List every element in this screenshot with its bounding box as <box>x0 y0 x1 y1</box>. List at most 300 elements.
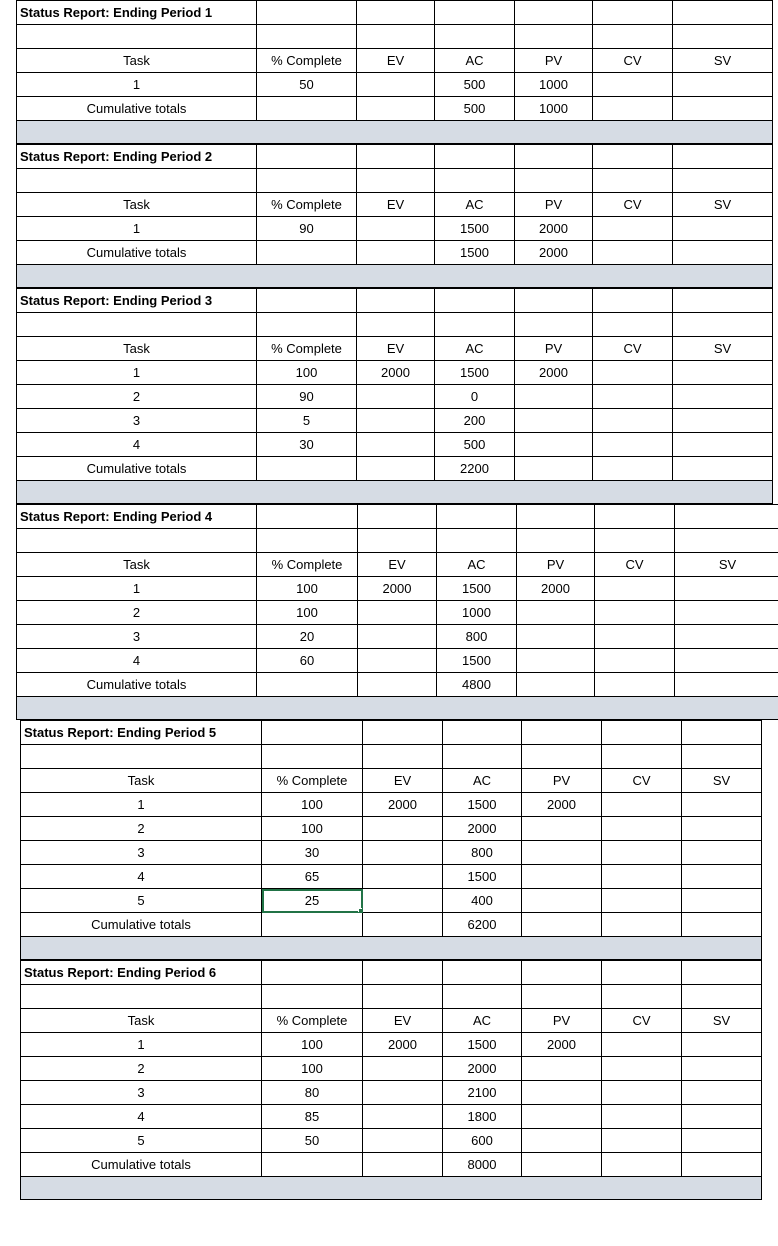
totals-label[interactable]: Cumulative totals <box>21 1153 262 1177</box>
table-cell[interactable]: 1 <box>21 793 262 817</box>
empty-cell[interactable] <box>443 745 522 769</box>
table-cell[interactable] <box>363 1081 443 1105</box>
table-cell[interactable]: 400 <box>443 889 522 913</box>
table-cell[interactable] <box>515 409 593 433</box>
empty-cell[interactable] <box>358 505 437 529</box>
table-cell[interactable] <box>602 841 682 865</box>
column-header-ac[interactable]: AC <box>437 553 517 577</box>
total-pv[interactable]: 2000 <box>515 241 593 265</box>
empty-cell[interactable] <box>595 673 675 697</box>
empty-cell[interactable] <box>257 97 357 121</box>
column-header-ev[interactable]: EV <box>357 337 435 361</box>
table-cell[interactable]: 20 <box>257 625 358 649</box>
column-header-pv[interactable]: PV <box>517 553 595 577</box>
table-cell[interactable]: 100 <box>262 817 363 841</box>
total-pv[interactable]: 1000 <box>515 97 593 121</box>
column-header-ac[interactable]: AC <box>435 193 515 217</box>
table-cell[interactable]: 1800 <box>443 1105 522 1129</box>
empty-cell[interactable] <box>435 169 515 193</box>
table-cell[interactable] <box>682 793 762 817</box>
table-cell[interactable] <box>515 433 593 457</box>
table-cell[interactable]: 100 <box>257 361 357 385</box>
column-header-task[interactable]: Task <box>17 49 257 73</box>
empty-cell[interactable] <box>602 745 682 769</box>
empty-cell[interactable] <box>357 457 435 481</box>
table-cell[interactable]: 1500 <box>435 217 515 241</box>
empty-cell[interactable] <box>522 745 602 769</box>
empty-cell[interactable] <box>363 961 443 985</box>
empty-cell[interactable] <box>515 313 593 337</box>
table-cell[interactable]: 2100 <box>443 1081 522 1105</box>
column-header-cv[interactable]: CV <box>602 1009 682 1033</box>
column-header-task[interactable]: Task <box>21 1009 262 1033</box>
table-cell[interactable] <box>595 601 675 625</box>
table-cell[interactable] <box>675 649 778 673</box>
empty-cell[interactable] <box>675 673 778 697</box>
table-cell[interactable] <box>363 865 443 889</box>
table-cell[interactable] <box>593 361 673 385</box>
empty-cell[interactable] <box>435 145 515 169</box>
totals-label[interactable]: Cumulative totals <box>21 913 262 937</box>
empty-cell[interactable] <box>357 25 435 49</box>
column-header-task[interactable]: Task <box>17 337 257 361</box>
table-cell[interactable] <box>682 1105 762 1129</box>
empty-cell[interactable] <box>593 457 673 481</box>
table-cell[interactable]: 2000 <box>357 361 435 385</box>
empty-cell[interactable] <box>21 985 262 1009</box>
empty-cell[interactable] <box>602 721 682 745</box>
column-header-ev[interactable]: EV <box>357 49 435 73</box>
table-cell[interactable] <box>363 889 443 913</box>
table-cell[interactable] <box>682 889 762 913</box>
empty-cell[interactable] <box>257 505 358 529</box>
table-cell[interactable]: 0 <box>435 385 515 409</box>
empty-cell[interactable] <box>593 97 673 121</box>
column-header-ev[interactable]: EV <box>363 769 443 793</box>
empty-cell[interactable] <box>593 289 673 313</box>
table-cell[interactable] <box>593 217 673 241</box>
table-cell[interactable]: 1500 <box>443 865 522 889</box>
table-cell[interactable] <box>602 865 682 889</box>
column-header-cv[interactable]: CV <box>593 337 673 361</box>
table-cell[interactable]: 50 <box>257 73 357 97</box>
table-cell[interactable] <box>522 1129 602 1153</box>
empty-cell[interactable] <box>675 529 778 553</box>
column-header-task[interactable]: Task <box>21 769 262 793</box>
totals-label[interactable]: Cumulative totals <box>17 457 257 481</box>
table-cell[interactable]: 1500 <box>437 577 517 601</box>
table-cell[interactable]: 4 <box>17 433 257 457</box>
table-cell[interactable]: 2 <box>17 601 257 625</box>
table-cell[interactable] <box>358 625 437 649</box>
empty-cell[interactable] <box>682 1153 762 1177</box>
empty-cell[interactable] <box>522 985 602 1009</box>
table-cell[interactable] <box>522 1105 602 1129</box>
table-cell[interactable]: 1 <box>17 577 257 601</box>
table-cell[interactable]: 2000 <box>515 217 593 241</box>
report-title[interactable]: Status Report: Ending Period 4 <box>17 505 257 529</box>
empty-cell[interactable] <box>673 25 773 49</box>
empty-cell[interactable] <box>357 313 435 337</box>
empty-cell[interactable] <box>517 529 595 553</box>
table-cell[interactable] <box>673 385 773 409</box>
table-cell[interactable] <box>682 1057 762 1081</box>
column-header-task[interactable]: Task <box>17 553 257 577</box>
table-cell[interactable] <box>517 649 595 673</box>
empty-cell[interactable] <box>437 529 517 553</box>
empty-cell[interactable] <box>257 529 358 553</box>
table-cell[interactable]: 1000 <box>515 73 593 97</box>
empty-cell[interactable] <box>358 673 437 697</box>
empty-cell[interactable] <box>262 913 363 937</box>
table-cell[interactable]: 2000 <box>522 793 602 817</box>
column-header-sv[interactable]: SV <box>682 1009 762 1033</box>
empty-cell[interactable] <box>593 145 673 169</box>
table-cell[interactable]: 100 <box>257 577 358 601</box>
table-cell[interactable]: 30 <box>257 433 357 457</box>
column-header-cv[interactable]: CV <box>593 193 673 217</box>
column-header-cv[interactable]: CV <box>595 553 675 577</box>
table-cell[interactable] <box>673 217 773 241</box>
report-title[interactable]: Status Report: Ending Period 2 <box>17 145 257 169</box>
empty-cell[interactable] <box>602 913 682 937</box>
total-pv[interactable] <box>515 457 593 481</box>
table-cell[interactable] <box>363 841 443 865</box>
empty-cell[interactable] <box>262 745 363 769</box>
table-cell[interactable] <box>602 1033 682 1057</box>
empty-cell[interactable] <box>17 25 257 49</box>
empty-cell[interactable] <box>435 289 515 313</box>
table-cell[interactable]: 500 <box>435 433 515 457</box>
empty-cell[interactable] <box>257 145 357 169</box>
table-cell[interactable] <box>595 625 675 649</box>
empty-cell[interactable] <box>675 505 778 529</box>
table-cell[interactable] <box>602 793 682 817</box>
empty-cell[interactable] <box>673 289 773 313</box>
empty-cell[interactable] <box>435 25 515 49</box>
table-cell[interactable]: 2000 <box>363 1033 443 1057</box>
table-cell[interactable]: 60 <box>257 649 358 673</box>
table-cell[interactable] <box>595 649 675 673</box>
empty-cell[interactable] <box>673 97 773 121</box>
empty-cell[interactable] <box>515 169 593 193</box>
table-cell[interactable] <box>517 625 595 649</box>
table-cell[interactable] <box>682 1081 762 1105</box>
empty-cell[interactable] <box>435 313 515 337</box>
column-header-pv[interactable]: PV <box>522 1009 602 1033</box>
empty-cell[interactable] <box>602 985 682 1009</box>
column-header-ev[interactable]: EV <box>358 553 437 577</box>
table-cell[interactable]: 200 <box>435 409 515 433</box>
table-cell[interactable]: 4 <box>17 649 257 673</box>
empty-cell[interactable] <box>673 313 773 337</box>
table-cell[interactable]: 2000 <box>522 1033 602 1057</box>
table-cell[interactable]: 1000 <box>437 601 517 625</box>
table-cell[interactable] <box>363 1057 443 1081</box>
table-cell[interactable]: 3 <box>21 841 262 865</box>
table-cell[interactable]: 90 <box>257 217 357 241</box>
empty-cell[interactable] <box>517 505 595 529</box>
table-cell[interactable]: 2 <box>21 1057 262 1081</box>
table-cell[interactable]: 500 <box>435 73 515 97</box>
empty-cell[interactable] <box>262 985 363 1009</box>
table-cell[interactable]: 1500 <box>443 793 522 817</box>
total-pv[interactable] <box>517 673 595 697</box>
table-cell[interactable]: 3 <box>17 409 257 433</box>
table-cell[interactable] <box>363 1129 443 1153</box>
table-cell[interactable] <box>602 1057 682 1081</box>
column-header-sv[interactable]: SV <box>673 193 773 217</box>
table-cell[interactable] <box>602 817 682 841</box>
column-header-complete[interactable]: % Complete <box>257 337 357 361</box>
table-cell[interactable] <box>682 817 762 841</box>
column-header-ac[interactable]: AC <box>435 49 515 73</box>
empty-cell[interactable] <box>363 913 443 937</box>
empty-cell[interactable] <box>21 745 262 769</box>
column-header-ev[interactable]: EV <box>363 1009 443 1033</box>
total-ac[interactable]: 500 <box>435 97 515 121</box>
empty-cell[interactable] <box>673 457 773 481</box>
table-cell[interactable] <box>682 1033 762 1057</box>
table-cell[interactable] <box>675 625 778 649</box>
column-header-pv[interactable]: PV <box>515 337 593 361</box>
table-cell[interactable] <box>363 817 443 841</box>
empty-cell[interactable] <box>515 289 593 313</box>
fill-handle[interactable] <box>358 908 363 913</box>
table-cell[interactable]: 600 <box>443 1129 522 1153</box>
report-title[interactable]: Status Report: Ending Period 6 <box>21 961 262 985</box>
column-header-task[interactable]: Task <box>17 193 257 217</box>
empty-cell[interactable] <box>257 25 357 49</box>
empty-cell[interactable] <box>257 169 357 193</box>
column-header-complete[interactable]: % Complete <box>257 49 357 73</box>
column-header-pv[interactable]: PV <box>522 769 602 793</box>
empty-cell[interactable] <box>595 529 675 553</box>
table-cell[interactable] <box>593 73 673 97</box>
table-cell[interactable]: 1 <box>17 217 257 241</box>
table-cell[interactable]: 2000 <box>517 577 595 601</box>
table-cell[interactable] <box>595 577 675 601</box>
table-cell[interactable]: 90 <box>257 385 357 409</box>
column-header-sv[interactable]: SV <box>673 337 773 361</box>
table-cell[interactable]: 5 <box>257 409 357 433</box>
table-cell[interactable] <box>522 1057 602 1081</box>
table-cell[interactable]: 2000 <box>443 817 522 841</box>
table-cell[interactable]: 4 <box>21 865 262 889</box>
report-title[interactable]: Status Report: Ending Period 1 <box>17 1 257 25</box>
table-cell[interactable]: 800 <box>443 841 522 865</box>
empty-cell[interactable] <box>17 313 257 337</box>
table-cell[interactable]: 3 <box>21 1081 262 1105</box>
empty-cell[interactable] <box>363 721 443 745</box>
column-header-complete[interactable]: % Complete <box>257 193 357 217</box>
empty-cell[interactable] <box>257 1 357 25</box>
table-cell[interactable] <box>675 601 778 625</box>
column-header-complete[interactable]: % Complete <box>257 553 358 577</box>
column-header-sv[interactable]: SV <box>682 769 762 793</box>
empty-cell[interactable] <box>363 745 443 769</box>
empty-cell[interactable] <box>673 1 773 25</box>
empty-cell[interactable] <box>358 529 437 553</box>
table-cell[interactable]: 1500 <box>435 361 515 385</box>
total-pv[interactable] <box>522 913 602 937</box>
table-cell[interactable]: 2 <box>17 385 257 409</box>
table-cell[interactable] <box>363 1105 443 1129</box>
table-cell[interactable]: 50 <box>262 1129 363 1153</box>
table-cell[interactable] <box>358 649 437 673</box>
report-title[interactable]: Status Report: Ending Period 5 <box>21 721 262 745</box>
empty-cell[interactable] <box>262 961 363 985</box>
empty-cell[interactable] <box>443 961 522 985</box>
total-pv[interactable] <box>522 1153 602 1177</box>
table-cell[interactable] <box>522 889 602 913</box>
empty-cell[interactable] <box>262 721 363 745</box>
empty-cell[interactable] <box>682 985 762 1009</box>
table-cell[interactable]: 65 <box>262 865 363 889</box>
empty-cell[interactable] <box>357 145 435 169</box>
table-cell[interactable] <box>522 817 602 841</box>
table-cell[interactable] <box>522 865 602 889</box>
empty-cell[interactable] <box>515 145 593 169</box>
table-cell[interactable]: 1 <box>17 361 257 385</box>
totals-label[interactable]: Cumulative totals <box>17 97 257 121</box>
table-cell[interactable]: 2000 <box>515 361 593 385</box>
table-cell[interactable]: 30 <box>262 841 363 865</box>
table-cell[interactable]: 5 <box>21 889 262 913</box>
table-cell[interactable]: 1500 <box>437 649 517 673</box>
table-cell[interactable] <box>515 385 593 409</box>
empty-cell[interactable] <box>363 1153 443 1177</box>
column-header-pv[interactable]: PV <box>515 193 593 217</box>
empty-cell[interactable] <box>443 985 522 1009</box>
column-header-sv[interactable]: SV <box>673 49 773 73</box>
column-header-cv[interactable]: CV <box>602 769 682 793</box>
total-ac[interactable]: 2200 <box>435 457 515 481</box>
column-header-sv[interactable]: SV <box>675 553 778 577</box>
table-cell[interactable]: 2000 <box>363 793 443 817</box>
table-cell[interactable] <box>673 433 773 457</box>
table-cell[interactable] <box>357 385 435 409</box>
table-cell[interactable]: 2000 <box>443 1057 522 1081</box>
empty-cell[interactable] <box>593 1 673 25</box>
table-cell[interactable]: 2 <box>21 817 262 841</box>
selected-cell[interactable]: 25 <box>262 889 363 913</box>
report-title[interactable]: Status Report: Ending Period 3 <box>17 289 257 313</box>
empty-cell[interactable] <box>602 1153 682 1177</box>
table-cell[interactable]: 1 <box>17 73 257 97</box>
table-cell[interactable]: 100 <box>262 1033 363 1057</box>
empty-cell[interactable] <box>257 673 358 697</box>
empty-cell[interactable] <box>682 961 762 985</box>
table-cell[interactable] <box>357 409 435 433</box>
table-cell[interactable] <box>682 841 762 865</box>
table-cell[interactable]: 100 <box>257 601 358 625</box>
column-header-ac[interactable]: AC <box>443 769 522 793</box>
empty-cell[interactable] <box>682 745 762 769</box>
table-cell[interactable]: 5 <box>21 1129 262 1153</box>
table-cell[interactable] <box>602 1129 682 1153</box>
table-cell[interactable] <box>357 73 435 97</box>
empty-cell[interactable] <box>593 313 673 337</box>
table-cell[interactable]: 100 <box>262 793 363 817</box>
empty-cell[interactable] <box>437 505 517 529</box>
table-cell[interactable] <box>358 601 437 625</box>
empty-cell[interactable] <box>17 169 257 193</box>
empty-cell[interactable] <box>357 1 435 25</box>
empty-cell[interactable] <box>673 145 773 169</box>
empty-cell[interactable] <box>257 289 357 313</box>
empty-cell[interactable] <box>593 169 673 193</box>
table-cell[interactable] <box>593 409 673 433</box>
total-ac[interactable]: 4800 <box>437 673 517 697</box>
empty-cell[interactable] <box>357 169 435 193</box>
empty-cell[interactable] <box>357 289 435 313</box>
table-cell[interactable] <box>522 1081 602 1105</box>
empty-cell[interactable] <box>443 721 522 745</box>
empty-cell[interactable] <box>593 25 673 49</box>
empty-cell[interactable] <box>435 1 515 25</box>
table-cell[interactable] <box>673 361 773 385</box>
empty-cell[interactable] <box>682 721 762 745</box>
empty-cell[interactable] <box>595 505 675 529</box>
empty-cell[interactable] <box>593 241 673 265</box>
table-cell[interactable]: 2000 <box>358 577 437 601</box>
column-header-ac[interactable]: AC <box>443 1009 522 1033</box>
empty-cell[interactable] <box>515 1 593 25</box>
table-cell[interactable]: 3 <box>17 625 257 649</box>
column-header-pv[interactable]: PV <box>515 49 593 73</box>
table-cell[interactable] <box>357 217 435 241</box>
column-header-complete[interactable]: % Complete <box>262 1009 363 1033</box>
empty-cell[interactable] <box>357 97 435 121</box>
empty-cell[interactable] <box>673 169 773 193</box>
totals-label[interactable]: Cumulative totals <box>17 673 257 697</box>
total-ac[interactable]: 1500 <box>435 241 515 265</box>
total-ac[interactable]: 6200 <box>443 913 522 937</box>
empty-cell[interactable] <box>262 1153 363 1177</box>
column-header-ev[interactable]: EV <box>357 193 435 217</box>
table-cell[interactable] <box>673 73 773 97</box>
empty-cell[interactable] <box>17 529 257 553</box>
table-cell[interactable] <box>517 601 595 625</box>
empty-cell[interactable] <box>515 25 593 49</box>
empty-cell[interactable] <box>682 913 762 937</box>
table-cell[interactable] <box>593 385 673 409</box>
table-cell[interactable] <box>522 841 602 865</box>
column-header-ac[interactable]: AC <box>435 337 515 361</box>
empty-cell[interactable] <box>602 961 682 985</box>
empty-cell[interactable] <box>363 985 443 1009</box>
table-cell[interactable]: 1 <box>21 1033 262 1057</box>
table-cell[interactable]: 85 <box>262 1105 363 1129</box>
table-cell[interactable] <box>602 1081 682 1105</box>
totals-label[interactable]: Cumulative totals <box>17 241 257 265</box>
table-cell[interactable] <box>675 577 778 601</box>
table-cell[interactable]: 1500 <box>443 1033 522 1057</box>
column-header-cv[interactable]: CV <box>593 49 673 73</box>
table-cell[interactable] <box>673 409 773 433</box>
table-cell[interactable]: 80 <box>262 1081 363 1105</box>
table-cell[interactable] <box>682 865 762 889</box>
total-ac[interactable]: 8000 <box>443 1153 522 1177</box>
empty-cell[interactable] <box>522 961 602 985</box>
table-cell[interactable] <box>602 1105 682 1129</box>
table-cell[interactable] <box>357 433 435 457</box>
table-cell[interactable]: 4 <box>21 1105 262 1129</box>
table-cell[interactable] <box>682 1129 762 1153</box>
empty-cell[interactable] <box>257 313 357 337</box>
empty-cell[interactable] <box>257 457 357 481</box>
